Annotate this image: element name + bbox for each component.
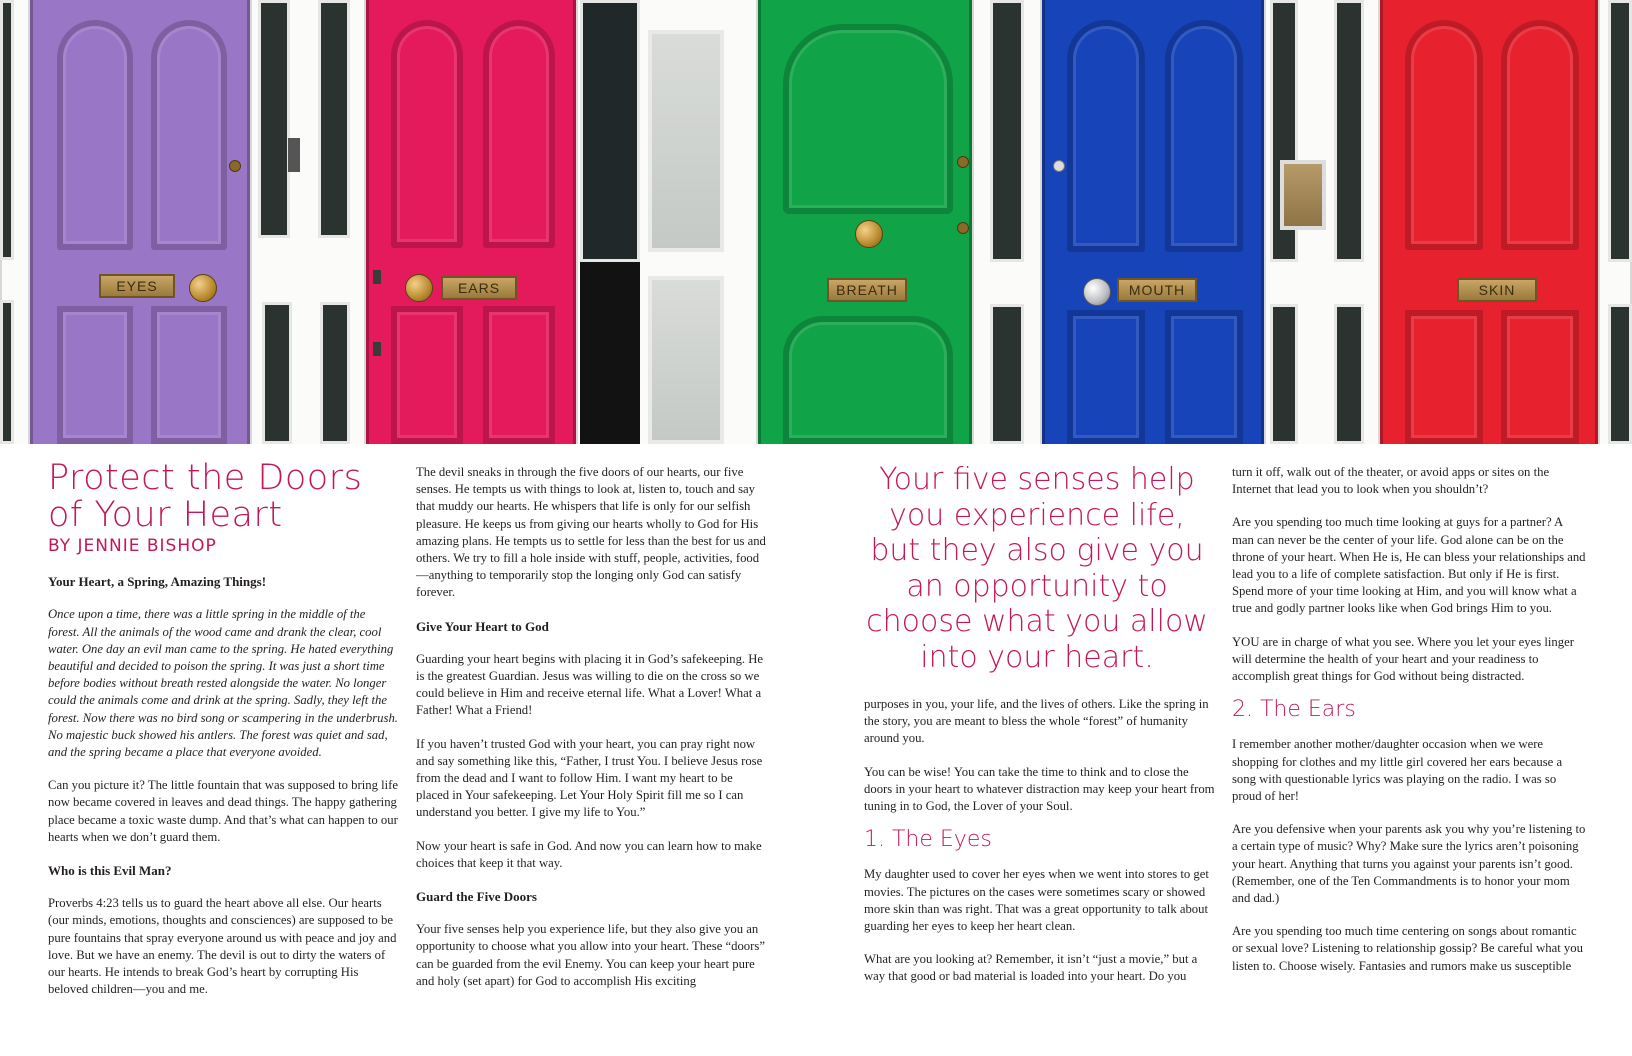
section-heading: 1. The Eyes <box>864 827 992 853</box>
side-window <box>990 0 1024 262</box>
side-window <box>0 0 14 260</box>
column-3 <box>864 696 1216 1002</box>
body-paragraph: Are you spending too much time centering on songs about romantic or sexual love? Listening to relationship gossip? Be careful what you listen to. Choose wisely. Fantasies and rumors make us susceptible <box>1232 924 1583 973</box>
blue-door <box>1042 0 1264 444</box>
door-lock <box>1053 160 1065 172</box>
body-paragraph: Now your heart is safe in God. And now you can learn how to make choices that keep it that way. <box>416 838 762 870</box>
section-heading: Guard the Five Doors <box>416 889 537 905</box>
door-lock <box>957 156 969 168</box>
article-title: Protect the Doors of Your Heart <box>48 458 363 535</box>
door-panel <box>1067 20 1145 252</box>
mouth-plate: MOUTH <box>1117 278 1197 302</box>
body-paragraph: purposes in you, your life, and the lives of others. Like the spring in the story, you are meant to bless the whole “forest” of humanity around you. <box>864 697 1209 746</box>
glass-window <box>648 276 724 444</box>
side-window <box>1334 0 1364 262</box>
eyes-plate: EYES <box>99 274 175 298</box>
side-window <box>262 302 292 444</box>
door-panel <box>783 316 953 444</box>
door-panel <box>1165 20 1243 252</box>
doors-photo <box>0 0 1632 444</box>
column-2 <box>416 444 768 1006</box>
side-window <box>580 0 640 262</box>
red-door <box>1380 0 1598 444</box>
body-paragraph: My daughter used to cover her eyes when we went into stores to get movies. The pictures on the cases were sometimes scary or showed more skin than was right. That was a great opportunity to talk about guarding her eyes to keep her heart clean. <box>864 867 1209 934</box>
side-window <box>1270 304 1298 444</box>
body-paragraph: I remember another mother/daughter occasion when we were shopping for clothes and my little girl covered her ears because a song with questionable lyrics was playing on the radio. I was so proud of her! <box>1232 737 1563 804</box>
door-panel <box>151 20 227 250</box>
door-hinge <box>373 270 381 284</box>
pull-quote: Your five senses help you experience life, but they also give you an opportunity to choose what you allow into your heart. <box>866 462 1208 675</box>
body-paragraph: Guarding your heart begins with placing it in God’s safekeeping. He is the greatest Guardian. Jesus was willing to die on the cross so we could believe in Him and receive eternal life. What a Lover! What a Father! What a Friend! <box>416 651 764 718</box>
side-window <box>1334 304 1364 444</box>
section-heading: Your Heart, a Spring, Amazing Things! <box>48 574 267 590</box>
body-paragraph: YOU are in charge of what you see. Where you let your eyes linger will determine the health of your heart and your readiness to accomplish great things for God without being distracted. <box>1232 634 1574 684</box>
door-panel <box>1501 20 1579 250</box>
door-panel <box>391 306 463 444</box>
body-paragraph: The devil sneaks in through the five doors of our hearts, our five senses. He tempts us with things to look at, listen to, touch and say that muddy our hearts. He whispers that life is only for our selfish pleasure. He keeps us from giving our hearts wholly to God for His amazing plans. He tempts us to settle for less than the best for us and others. We try to fill a hole inside with stuff, people, activities, food—anything to temporarily stop the longing only God can satisfy forever. <box>416 465 766 600</box>
section-heading: Give Your Heart to God <box>416 618 549 634</box>
section-heading: 2. The Ears <box>1232 697 1356 723</box>
side-window <box>0 300 14 444</box>
body-paragraph: If you haven’t trusted God with your heart, you can pray right now and say something like this, “Father, I trust You. I believe Jesus rose from the dead and I want to follow Him. I want my heart to be placed in Your safekeeping. Let Your Holy Spirit fill me so I can understand you better. I give my life to You.” <box>416 736 763 820</box>
door-panel <box>1067 310 1145 444</box>
door-panel <box>1165 310 1243 444</box>
door-knob <box>405 274 433 302</box>
breath-plate: BREATH <box>827 278 907 302</box>
door-panel <box>483 306 555 444</box>
skin-plate: SKIN <box>1457 278 1537 302</box>
body-paragraph: turn it off, walk out of the theater, or avoid apps or sites on the Internet that lead you to look when you shouldn’t? <box>1232 465 1550 497</box>
column-4 <box>1232 444 1586 991</box>
door-knob <box>855 220 883 248</box>
door-panel <box>1405 20 1483 250</box>
body-paragraph: Are you spending too much time looking at guys for a partner? A man can never be the center of your life. God alone can be on the throne of your heart. When He is, He can bless your relationships and lead you to a life of complete satisfaction. But only if He is first. Spend more of your time looking at Him, and you will know what a true and godly partner looks like when God brings Him to you. <box>1232 515 1586 616</box>
door-panel <box>483 20 555 248</box>
door-knob <box>1083 278 1111 306</box>
side-window <box>1608 304 1632 444</box>
section-heading: Who is this Evil Man? <box>48 863 172 879</box>
body-paragraph: What are you looking at? Remember, it isn’t “just a movie,” but a way that good or bad material is loaded into your heart. Do you <box>864 952 1198 984</box>
side-window <box>1608 0 1632 262</box>
letterbox <box>1280 160 1326 230</box>
body-paragraph: Proverbs 4:23 tells us to guard the heart above all else. Our hearts (our minds, emotions, thoughts and consciences) are supposed to be pure fountains that spray everyone around us with peace and joy and love. But we have an enemy. The devil is out to dirty the waters of our hearts. He intends to break God’s heart by corrupting His beloved children—you and me. <box>48 896 397 997</box>
glass-window <box>648 30 724 252</box>
door-panel <box>151 306 227 444</box>
side-window <box>990 304 1024 444</box>
door-hinge <box>373 342 381 356</box>
door-lock <box>957 222 969 234</box>
door-panel <box>57 306 133 444</box>
door-lock <box>229 160 241 172</box>
body-paragraph: Are you defensive when your parents ask you why you’re listening to a certain type of music? Why? Make sure the lyrics aren’t poisoning your heart. Anything that turns you against your parents isn’t good. (Remember, one of the Ten Commandments is to honor your mom and dad.) <box>1232 822 1586 906</box>
story-paragraph: Once upon a time, there was a little spring in the middle of the forest. All the animals of the wood came and drank the clear, cool water. One day an evil man came to the spring. He hated everything beautiful and decided to poison the spring. It was just a short time before bodies without breath rested alongside the water. No longer could the animals come and drink at the spring. Sadly, they left the forest. Now there was no bird song or scampering in the underbrush. No majestic buck showed his antlers. The forest was quiet and sad, and the spring became a place that everyone avoided. <box>48 607 398 760</box>
purple-door <box>30 0 250 444</box>
intercom <box>288 138 300 172</box>
pink-door <box>366 0 576 444</box>
side-window <box>258 0 290 238</box>
side-window <box>320 302 350 444</box>
side-window <box>318 0 350 238</box>
door-knob <box>189 274 217 302</box>
column-1 <box>48 444 400 1014</box>
article-byline: BY JENNIE BISHOP <box>48 536 217 556</box>
body-paragraph: Can you picture it? The little fountain that was supposed to bring life now became covered in leaves and dead things. The happy gathering place became a toxic waste dump. And that’s what can happen to our hearts when we don’t guard them. <box>48 778 399 844</box>
door-panel <box>783 24 953 214</box>
ears-plate: EARS <box>441 276 517 300</box>
door-panel <box>1405 310 1483 444</box>
iron-gate <box>580 262 640 444</box>
door-panel <box>391 20 463 248</box>
green-door <box>758 0 972 444</box>
body-paragraph: Your five senses help you experience life, but they also give you an opportunity to choose what you allow into your heart. These “doors” can be guarded from the evil Enemy. You can keep your heart pure and holy (set apart) for God to accomplish His exciting <box>416 922 765 988</box>
body-paragraph: You can be wise! You can take the time to think and to close the doors in your heart to whatever distraction may keep your heart from tuning in to God, the Lover of your Soul. <box>864 764 1215 814</box>
door-panel <box>57 20 133 250</box>
door-panel <box>1501 310 1579 444</box>
